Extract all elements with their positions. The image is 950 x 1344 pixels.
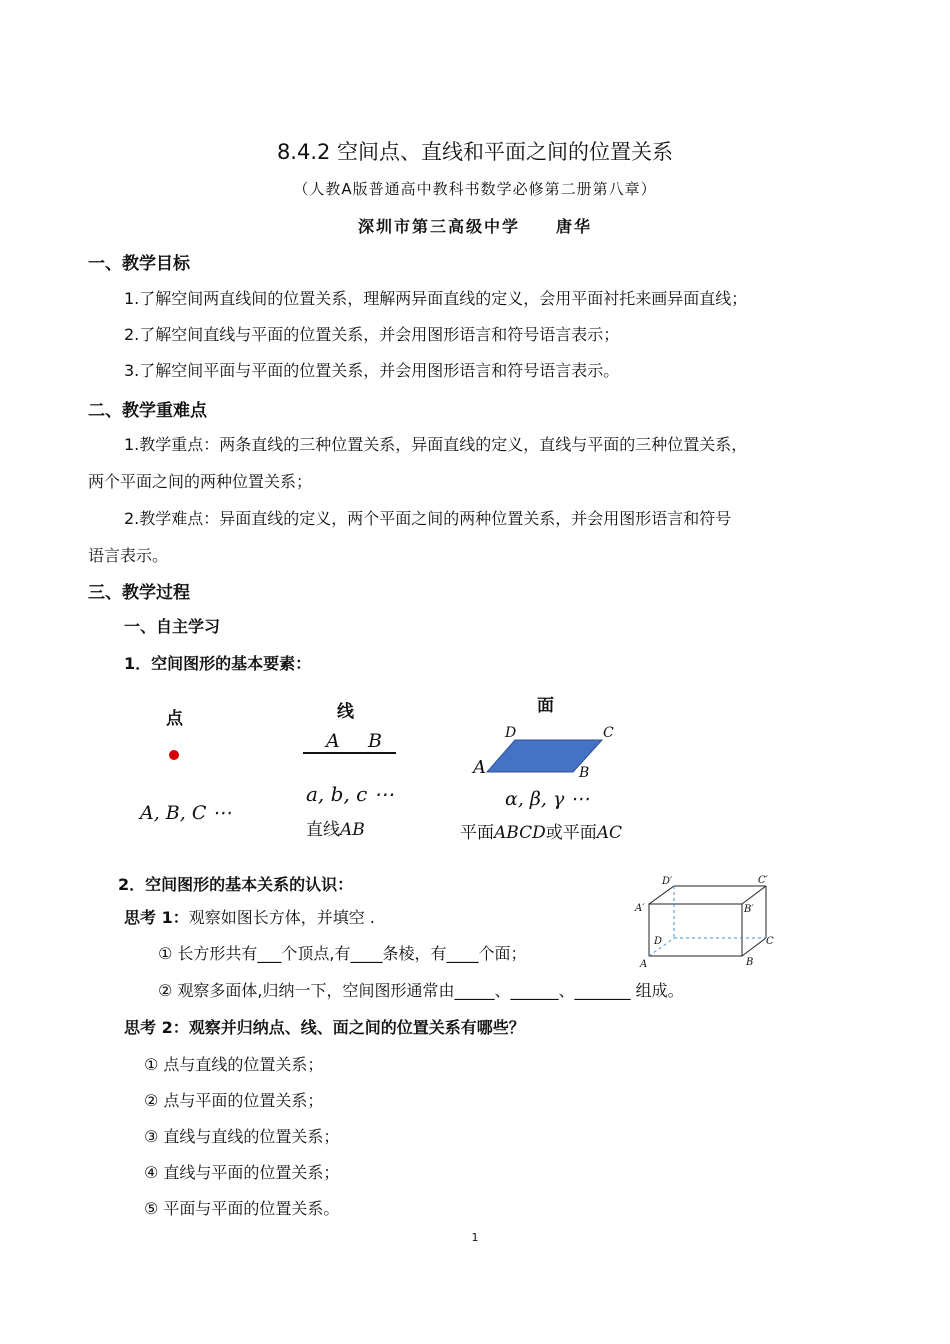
page-subtitle: （人教A版普通高中教科书数学必修第二册第八章）	[293, 180, 657, 198]
author-line	[0, 214, 950, 237]
relation-item: ① 点与直线的位置关系；	[144, 1055, 324, 1074]
plane-vertex-d: D	[505, 725, 517, 741]
plane-name-part1: 平面	[460, 823, 494, 843]
line-name	[306, 815, 365, 840]
line-point-a: A	[326, 730, 340, 752]
goal-item: 3.了解空间平面与平面的位置关系，并会用图形语言和符号语言表示。	[124, 361, 620, 380]
page-number: 1	[471, 1231, 479, 1244]
item-basic-elements: 1．空间图形的基本要素：	[124, 654, 312, 673]
think2-question: 思考 2：观察并归纳点、线、面之间的位置关系有哪些？	[124, 1018, 525, 1037]
cuboid-edge	[742, 938, 766, 956]
question-vertices-edges-faces: ① 长方形共有___个顶点,有____条棱，有____个面；	[158, 944, 527, 963]
key-point-text-cont: 两个平面之间的两种位置关系；	[88, 472, 313, 491]
relation-item: ② 点与平面的位置关系；	[144, 1091, 324, 1110]
school-name: 深圳市第三高级中学	[357, 217, 520, 236]
cuboid-edge	[649, 886, 674, 904]
cuboid-label-a: A	[640, 959, 648, 970]
cuboid-front-face	[649, 904, 742, 956]
plane-name-var2: AC	[596, 823, 623, 843]
basic-elements-figure	[130, 720, 650, 790]
relation-item: ④ 直线与平面的位置关系；	[144, 1163, 340, 1182]
relation-item: ⑤ 平面与平面的位置关系。	[144, 1199, 340, 1218]
point-notation: A, B, C ⋯	[140, 802, 232, 824]
cuboid-figure	[632, 872, 782, 972]
plane-vertex-b: B	[579, 765, 590, 781]
subsection-self-study: 一、自主学习	[124, 617, 221, 636]
line-name-var: AB	[340, 820, 365, 840]
cuboid-label-c: C	[766, 936, 774, 947]
section-heading-goals: 一、教学目标	[88, 254, 190, 274]
plane-name	[460, 818, 622, 843]
difficulty-text: 2.教学难点：异面直线的定义，两个平面之间的两种位置关系，并会用图形语言和符号	[124, 509, 732, 528]
section-heading-key-points: 二、教学重难点	[88, 401, 207, 421]
cuboid-label-c-prime: C′	[758, 875, 768, 886]
plane-name-part2: 或平面	[545, 823, 597, 843]
key-point-text: 1.教学重点：两条直线的三种位置关系，异面直线的定义，直线与平面的三种位置关系，	[124, 435, 748, 454]
goal-item: 1.了解空间两直线间的位置关系，理解两异面直线的定义，会用平面衬托来画异面直线；	[124, 289, 748, 308]
cuboid-edge	[742, 886, 766, 904]
cuboid-label-a-prime: A′	[635, 903, 645, 914]
page-title: 8.4.2 空间点、直线和平面之间的位置关系	[276, 140, 674, 164]
plane-name-var1: ABCD	[494, 823, 546, 843]
line-label: 线	[337, 702, 354, 722]
goal-item: 2.了解空间直线与平面的位置关系，并会用图形语言和符号语言表示；	[124, 325, 620, 344]
line-name-prefix: 直线	[306, 820, 340, 840]
plane-vertex-a: A	[473, 757, 486, 778]
think1-text: 观察如图长方体，并填空 .	[188, 908, 375, 927]
section-heading-process: 三、教学过程	[88, 583, 190, 603]
think1-label: 思考 1：	[124, 908, 189, 927]
cuboid-label-b-prime: B′	[744, 904, 754, 915]
point-label: 点	[166, 709, 183, 729]
plane-vertex-c: C	[603, 725, 614, 741]
relation-item: ③ 直线与直线的位置关系；	[144, 1127, 340, 1146]
point-dot	[169, 750, 179, 760]
plane-label: 面	[537, 696, 554, 716]
cuboid-label-d-prime: D′	[662, 876, 673, 887]
author-name: 唐华	[556, 217, 593, 236]
cuboid-label-b: B	[746, 957, 754, 968]
question-composition: ② 观察多面体,归纳一下，空间图形通常由_____、______、_______ 组成。	[158, 981, 684, 1000]
line-point-b: B	[368, 730, 382, 752]
item-basic-relations: 2．空间图形的基本关系的认识：	[118, 875, 354, 894]
plane-notation: α, β, γ ⋯	[505, 788, 590, 810]
think1-line	[124, 905, 375, 928]
cuboid-label-d: D	[654, 936, 663, 947]
line-notation: a, b, c ⋯	[306, 782, 394, 806]
difficulty-text-cont: 语言表示。	[88, 546, 169, 565]
